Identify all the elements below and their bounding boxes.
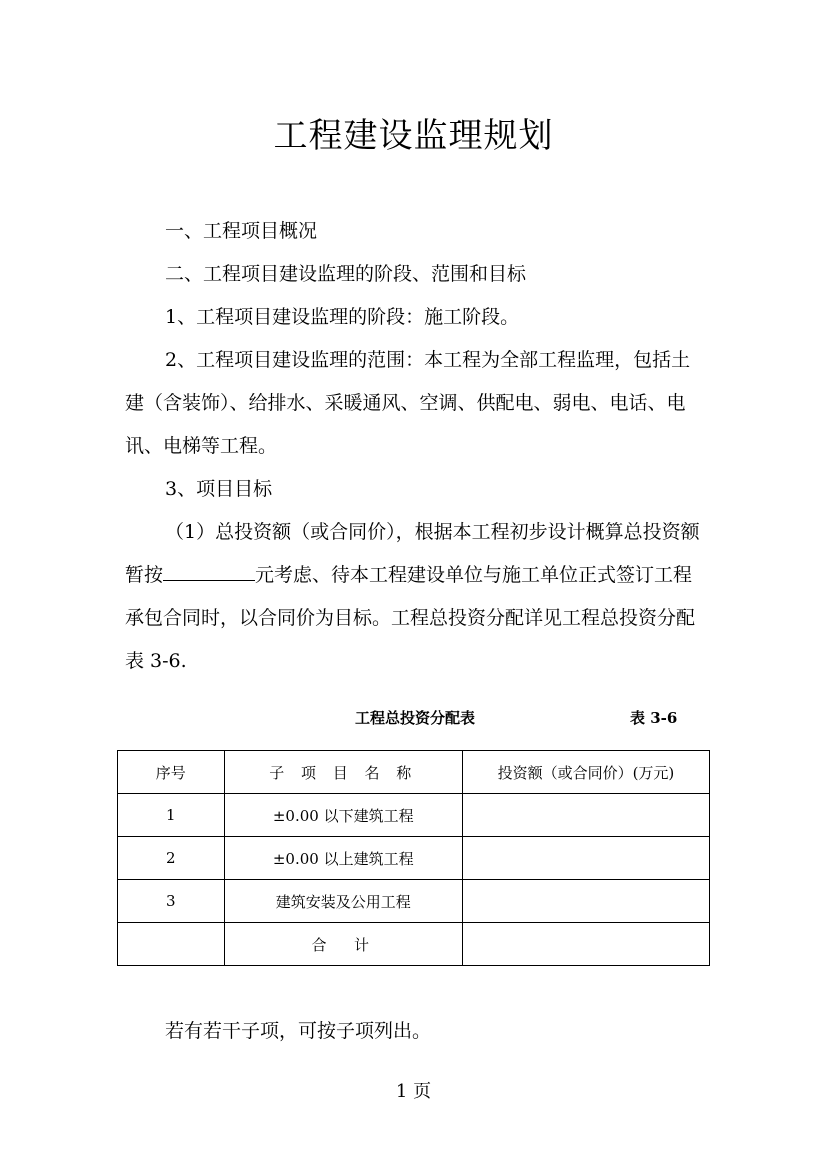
investment-text-end: 元考虑、待本工程建设单位与施工单位正式签订工程承包合同时，以合同价为目标。工程总投资分配详见工程总投资分配表 3-6. <box>125 564 696 672</box>
section-heading-stages: 二、工程项目建设监理的阶段、范围和目标 <box>165 263 527 285</box>
cell-amount <box>462 837 709 880</box>
cell-name: 建筑安装及公用工程 <box>224 880 462 923</box>
cell-index: 1 <box>118 794 225 837</box>
table-row <box>118 837 710 880</box>
header-investment: 投资额（或合同价）(万元) <box>462 751 709 794</box>
table-row <box>118 794 710 837</box>
cell-total-label: 合 计 <box>224 923 462 966</box>
paragraph-goal-heading: 3、项目目标 <box>165 478 273 500</box>
table-row <box>118 880 710 923</box>
paragraph-subitems-note: 若有若干子项，可按子项列出。 <box>165 1020 432 1042</box>
cell-index <box>118 923 225 966</box>
investment-text-start: （1）总投资额（或合同价），根据本工程初步设计概算总投资额暂按 <box>125 521 700 586</box>
table-total-row <box>118 923 710 966</box>
cell-index: 2 <box>118 837 225 880</box>
page-number: 1 页 <box>395 1081 432 1102</box>
investment-table <box>117 750 710 966</box>
header-index: 序号 <box>118 751 225 794</box>
header-subitem-name: 子 项 目 名 称 <box>224 751 462 794</box>
table-label: 表 3-6 <box>630 709 678 727</box>
amount-blank <box>163 564 255 581</box>
cell-index: 3 <box>118 880 225 923</box>
cell-amount <box>462 880 709 923</box>
paragraph-investment <box>125 511 705 683</box>
table-header-row <box>118 751 710 794</box>
table-caption: 工程总投资分配表 <box>355 709 476 727</box>
paragraph-stage: 1、工程项目建设监理的阶段：施工阶段。 <box>165 306 520 328</box>
section-heading-overview: 一、工程项目概况 <box>165 220 318 242</box>
paragraph-scope: 2、工程项目建设监理的范围：本工程为全部工程监理，包括土建（含装饰）、给排水、采暖通风、空调、供配电、弱电、电话、电讯、电梯等工程。 <box>125 349 691 457</box>
cell-amount <box>462 794 709 837</box>
page-title: 工程建设监理规划 <box>273 116 554 156</box>
cell-name: ±0.00 以上建筑工程 <box>224 837 462 880</box>
cell-name: ±0.00 以下建筑工程 <box>224 794 462 837</box>
cell-amount <box>462 923 709 966</box>
